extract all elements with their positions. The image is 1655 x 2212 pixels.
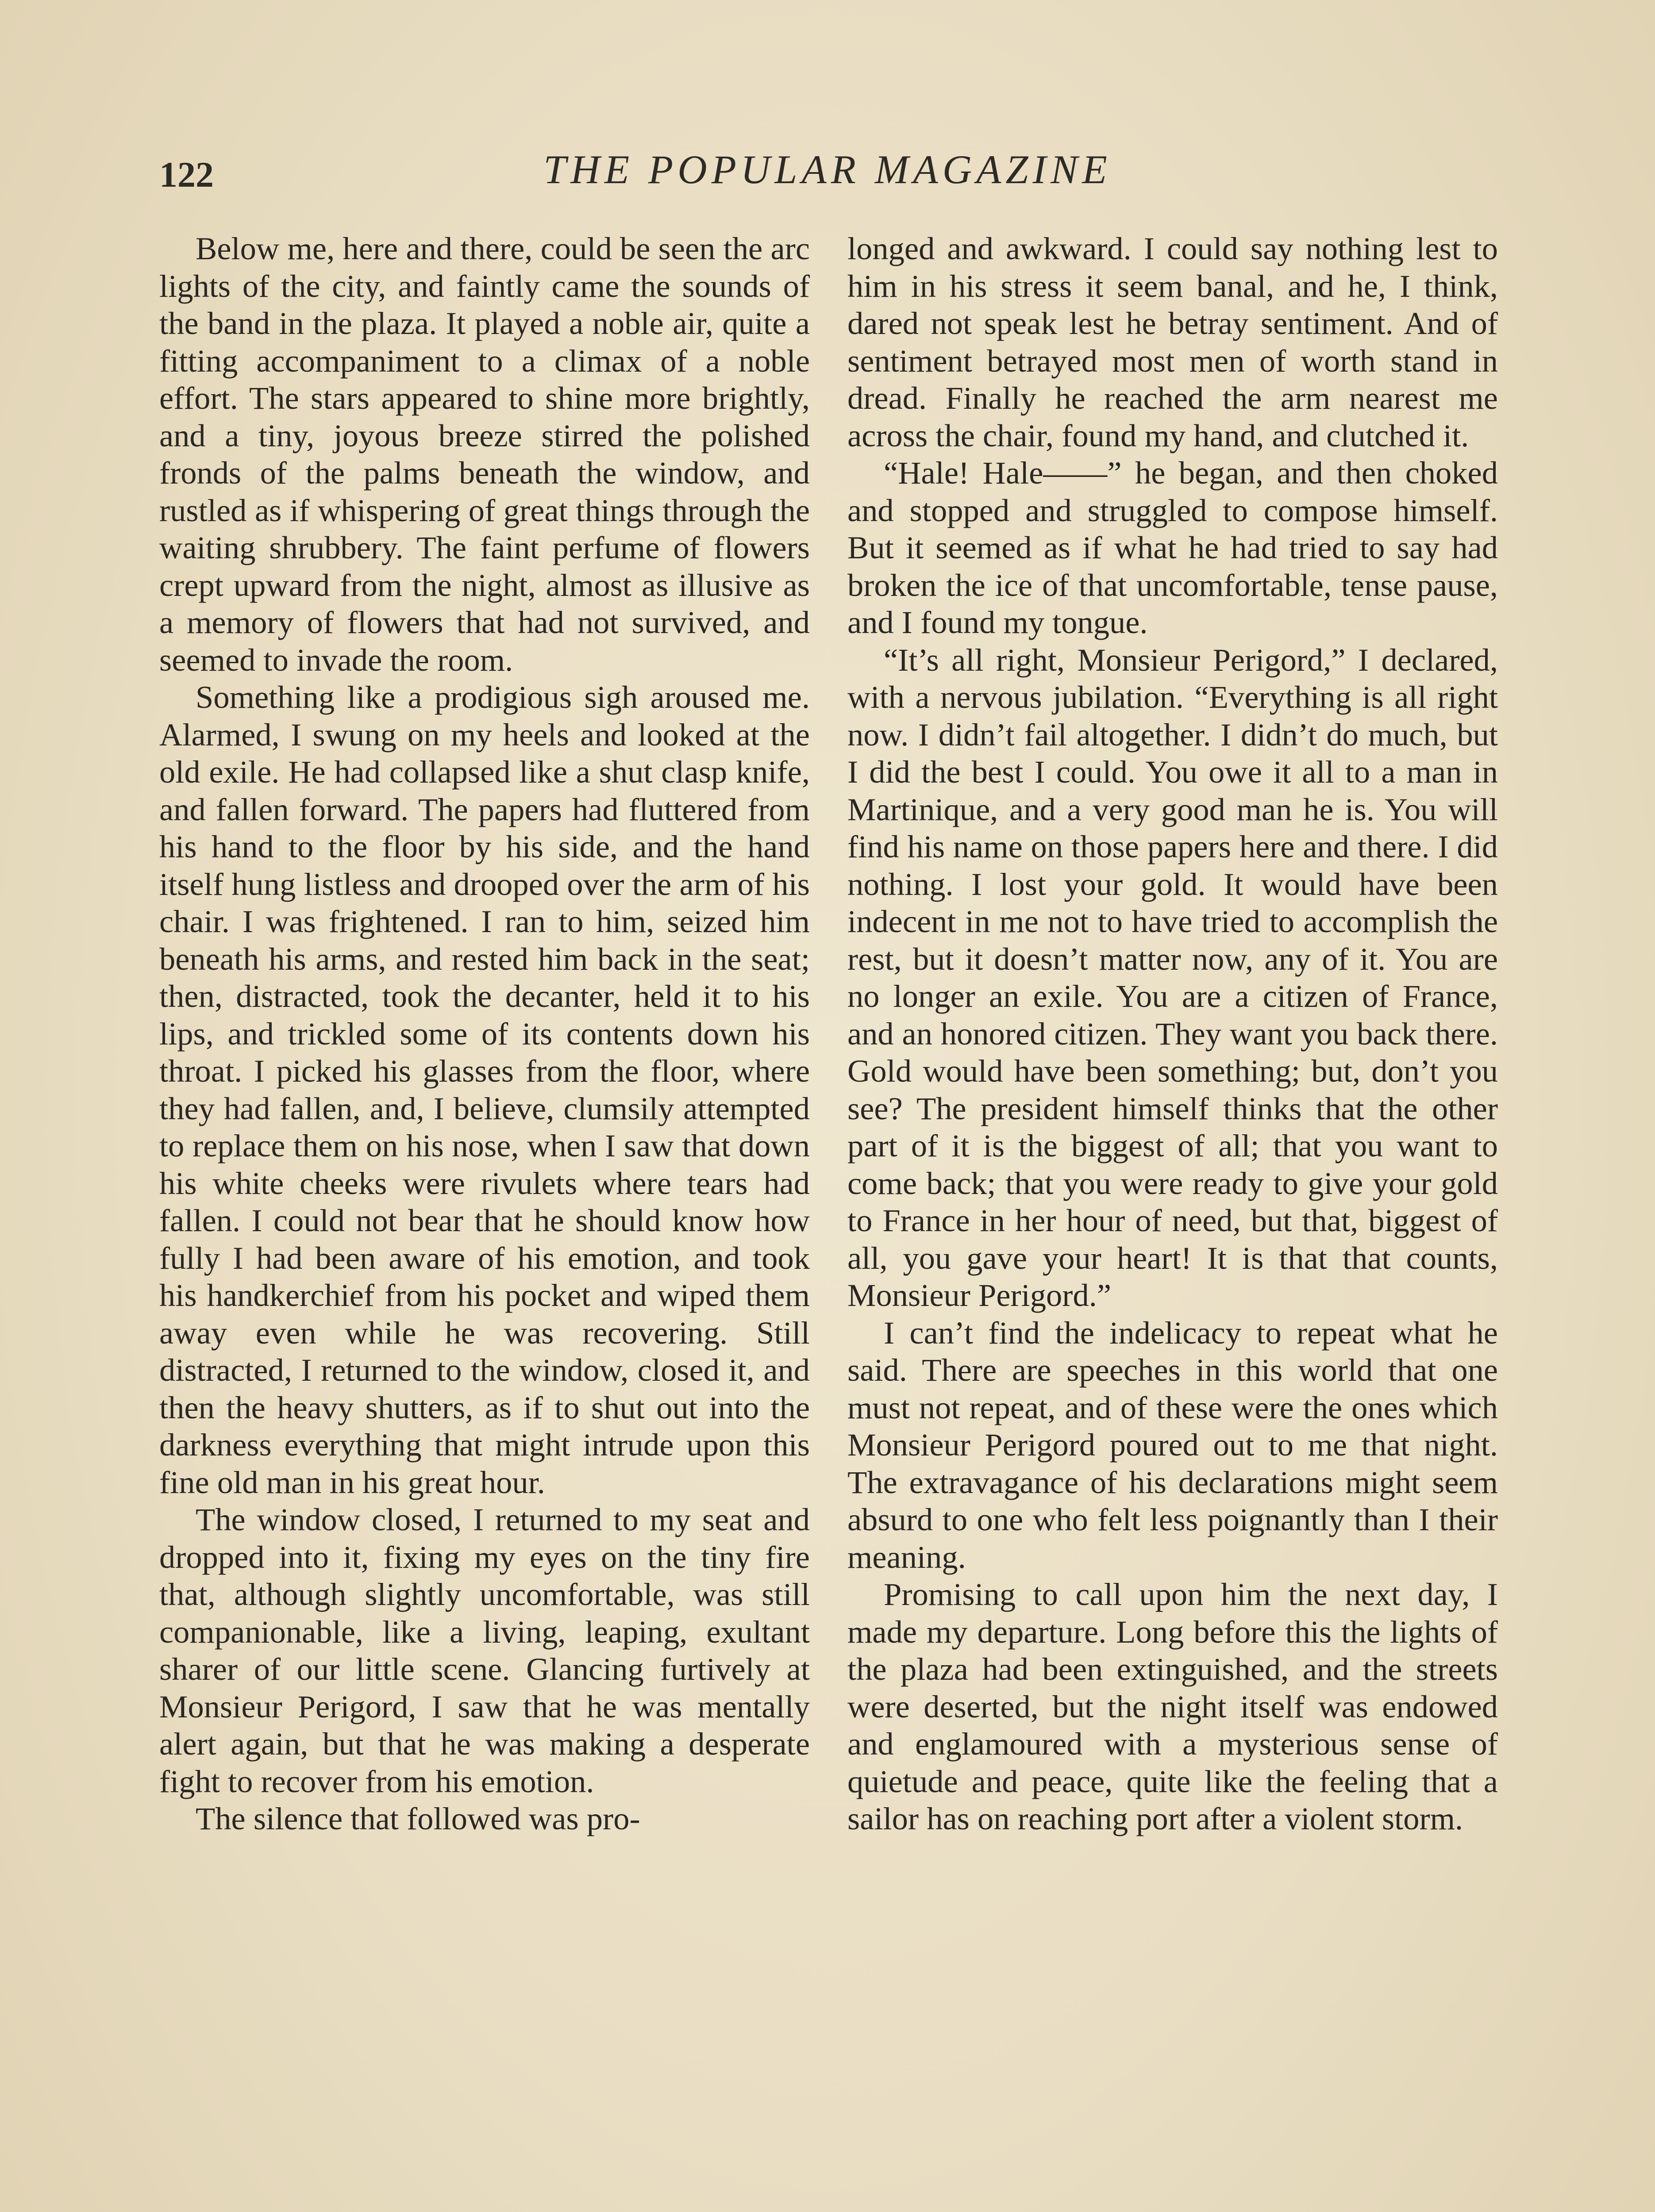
paragraph: “Hale! Hale——” he began, and then choked and stopped and struggled to compose himself. But it seemed as if what he had tried to say had broken the ice of that uncomfortable, tense pause, and I found my tongue.: [847, 455, 1498, 640]
paragraph: “It’s all right, Monsieur Perigord,” I declared, with a nervous jubilation. “Everything is all right now. I didn’t fail altogether. I didn’t do much, but I did the best I could. You owe it all to a man in Martinique, and a very good man he is. You will find his name on those papers here and there. I did nothing. I lost your gold. It would have been indecent in me not to have tried to accomplish the rest, but it doesn’t matter now, any of it. You are no longer an exile. You are a citizen of France, and an honored citizen. They want you back there. Gold would have been something; but, don’t you see? The president himself thinks that the other part of it is the biggest of all; that you want to come back; that you were ready to give your gold to France in her hour of need, but that, biggest of all, you gave your heart! It is that that counts, Monsieur Perigord.”: [847, 641, 1498, 1313]
paragraph: The silence that followed was pro-: [196, 1801, 640, 1836]
paragraph: The window closed, I returned to my seat and dropped into it, fixing my eyes on the tiny fire that, although slightly uncomfortable, was still companionable, like a living, leaping, exultant sharer of our little scene. Glancing furtively at Monsieur Perigord, I saw that he was mentally alert again, but that he was making a desperate fight to recover from his emotion.: [159, 1502, 810, 1799]
paragraph: Promising to call upon him the next day, I made my departure. Long before this the lights of the plaza had been extinguished, and the streets were deserted, but the night itself was endowed and englamoured with a mysterious sense of quietude and peace, quite like the feeling that a sailor has on reaching port after a violent storm.: [847, 1576, 1498, 1836]
paragraph-continued: longed and awkward. I could say nothing lest to him in his stress it seem banal, and he, I think, dared not speak lest he betray sentiment. And of sentiment betrayed most men of worth stand in dread. Finally he reached the arm nearest me across the chair, found my hand, and clutched it.: [847, 230, 1498, 453]
paragraph: Something like a prodigious sigh aroused me. Alarmed, I swung on my heels and looked at the old exile. He had collapsed like a shut clasp knife, and fallen forward. The papers had fluttered from his hand to the floor by his side, and the hand itself hung listless and drooped over the arm of his chair. I was frightened. I ran to him, seized him beneath his arms, and rested him back in the seat; then, distracted, took the decanter, held it to his lips, and trickled some of its contents down his throat. I picked his glasses from the floor, where they had fallen, and, I believe, clumsily attempted to replace them on his nose, when I saw that down his white cheeks were rivulets where tears had fallen. I could not bear that he should know how fully I had been aware of his emotion, and took his handkerchief from his pocket and wiped them away even while he was recovering. Still distracted, I returned to the window, closed it, and then the heavy shutters, as if to shut out into the darkness everything that might intrude upon this fine old man in his great hour.: [159, 679, 810, 1500]
left-column: [159, 230, 810, 1838]
right-column: [847, 230, 1498, 1838]
page-number: 122: [159, 154, 214, 195]
running-title: THE POPULAR MAGAZINE: [543, 147, 1112, 192]
paragraph: I can’t find the indelicacy to repeat what he said. There are speeches in this world that one must not repeat, and of these were the ones which Monsieur Perigord poured out to me that night. The extravagance of his declarations might seem absurd to one who felt less poignantly than I their meaning.: [847, 1314, 1498, 1575]
paragraph: Below me, here and there, could be seen the arc lights of the city, and faintly came the sounds of the band in the plaza. It played a noble air, quite a fitting accompaniment to a climax of a noble effort. The stars appeared to shine more brightly, and a tiny, joyous breeze stirred the polished fronds of the palms beneath the window, and rustled as if whispering of great things through the waiting shrubbery. The faint perfume of flowers crept upward from the night, almost as illusive as a memory of flowers that had not survived, and seemed to invade the room.: [159, 230, 810, 678]
page-header: [159, 146, 1496, 204]
